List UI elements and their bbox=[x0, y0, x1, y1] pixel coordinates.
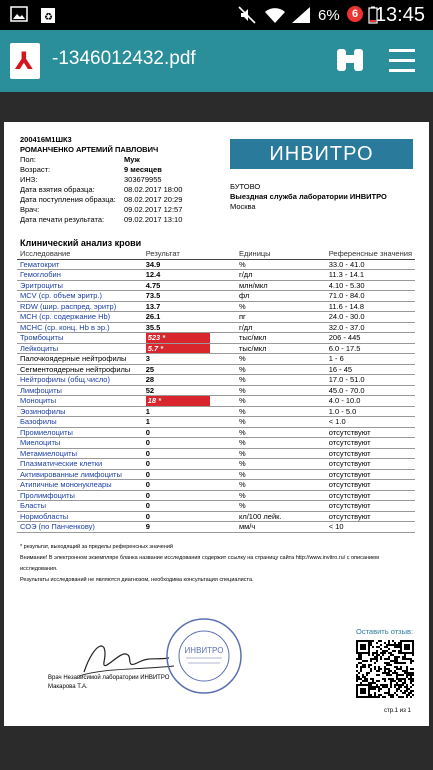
patient-header bbox=[20, 135, 182, 225]
test-name: Моноциты bbox=[17, 396, 143, 407]
test-reference: отсутствуют bbox=[326, 438, 415, 449]
test-reference: отсутствуют bbox=[326, 511, 415, 522]
test-result: 0 bbox=[143, 448, 236, 459]
test-unit: % bbox=[236, 448, 326, 459]
test-result: 35.5 bbox=[143, 322, 236, 333]
patient-field-value: 08.02.2017 18:00 bbox=[124, 185, 183, 194]
patient-field bbox=[20, 175, 182, 185]
footnote-disclaimer: Результаты исследований не являются диагнозом, необходима консультация специалиста. bbox=[20, 577, 254, 583]
test-result: 1 bbox=[143, 417, 236, 428]
table-row bbox=[17, 301, 415, 312]
test-unit: % bbox=[236, 375, 326, 386]
test-name: Сегментоядерные нейтрофилы bbox=[17, 364, 143, 375]
test-name: Промиелоциты bbox=[17, 427, 143, 438]
table-row bbox=[17, 385, 415, 396]
test-name: MCH (ср. содержание Hb) bbox=[17, 312, 143, 323]
test-reference: отсутствуют bbox=[326, 490, 415, 501]
test-result: 0 bbox=[143, 511, 236, 522]
test-result: 4.75 bbox=[143, 280, 236, 291]
test-result: 28 bbox=[143, 375, 236, 386]
test-unit: % bbox=[236, 385, 326, 396]
test-result: 52 bbox=[143, 385, 236, 396]
test-reference: 11.6 - 14.8 bbox=[326, 301, 415, 312]
test-name: СОЭ (по Панченкову) bbox=[17, 522, 143, 533]
test-name: MCHC (ср. конц. Hb в эр.) bbox=[17, 322, 143, 333]
test-unit: % bbox=[236, 259, 326, 270]
notification-badge: 6 bbox=[347, 6, 363, 22]
patient-field bbox=[20, 165, 182, 175]
test-unit: кл/100 лейк. bbox=[236, 511, 326, 522]
test-reference: отсутствуют bbox=[326, 459, 415, 470]
table-row bbox=[17, 280, 415, 291]
patient-field bbox=[20, 195, 182, 205]
signal-icon bbox=[291, 6, 311, 27]
test-result: 13.7 bbox=[143, 301, 236, 312]
table-row bbox=[17, 469, 415, 480]
test-result: 1 bbox=[143, 406, 236, 417]
test-result: 12.4 bbox=[143, 270, 236, 281]
test-reference: 6.0 - 17.5 bbox=[326, 343, 415, 354]
clock: 13:45 bbox=[374, 4, 425, 26]
test-result: 0 bbox=[143, 438, 236, 449]
table-row bbox=[17, 343, 415, 354]
signer-name: Макарова Т.А. bbox=[48, 684, 88, 690]
patient-field-label: Возраст: bbox=[20, 165, 51, 174]
test-result: 25 bbox=[143, 364, 236, 375]
patient-field-value: 08.02.2017 20:29 bbox=[124, 195, 183, 204]
menu-icon[interactable] bbox=[389, 49, 415, 79]
col-header-reference: Референсные значения bbox=[326, 249, 415, 259]
test-unit: % bbox=[236, 469, 326, 480]
test-name: Нейтрофилы (общ.число) bbox=[17, 375, 143, 386]
abnormal-result-flag: 18 * bbox=[146, 396, 210, 406]
footnote-asterisk: * результат, выходящий за пределы референсных значений bbox=[20, 544, 173, 550]
test-reference: 17.0 - 51.0 bbox=[326, 375, 415, 386]
patient-field-label: Дата поступления образца: bbox=[20, 195, 116, 204]
test-reference: 206 - 445 bbox=[326, 333, 415, 344]
image-icon bbox=[10, 6, 28, 25]
test-reference: 4.10 - 5.30 bbox=[326, 280, 415, 291]
lab-line-1: БУТОВО bbox=[230, 182, 261, 191]
test-result: 0 bbox=[143, 501, 236, 512]
patient-field-value: Муж bbox=[124, 155, 140, 164]
test-unit: % bbox=[236, 427, 326, 438]
test-reference: < 1.0 bbox=[326, 417, 415, 428]
test-result-cell bbox=[143, 343, 236, 354]
test-unit: % bbox=[236, 501, 326, 512]
test-result: 26.1 bbox=[143, 312, 236, 323]
section-title: Клинический анализ крови bbox=[20, 238, 142, 248]
pdf-page bbox=[4, 122, 429, 726]
test-result: 0 bbox=[143, 480, 236, 491]
table-row bbox=[17, 364, 415, 375]
test-result: 0 bbox=[143, 459, 236, 470]
test-name: Метамиелоциты bbox=[17, 448, 143, 459]
signer-info bbox=[48, 674, 169, 692]
test-unit: % bbox=[236, 364, 326, 375]
test-reference: 1 - 6 bbox=[326, 354, 415, 365]
test-name: MCV (ср. объем эритр.) bbox=[17, 291, 143, 302]
test-result: 0 bbox=[143, 427, 236, 438]
test-name: Палочкоядерные нейтрофилы bbox=[17, 354, 143, 365]
test-name: Эритроциты bbox=[17, 280, 143, 291]
test-name: Гемоглобин bbox=[17, 270, 143, 281]
test-name: Нормобласты bbox=[17, 511, 143, 522]
test-reference: отсутствуют bbox=[326, 448, 415, 459]
qr-code[interactable] bbox=[356, 640, 414, 698]
test-reference: 33.0 - 41.0 bbox=[326, 259, 415, 270]
app-bar bbox=[0, 30, 433, 92]
test-name: Эозинофилы bbox=[17, 406, 143, 417]
test-result-cell bbox=[143, 333, 236, 344]
test-reference: 4.0 - 10.0 bbox=[326, 396, 415, 407]
invitro-logo: ИНВИТРО bbox=[230, 139, 413, 169]
test-unit: тыс/мкл bbox=[236, 343, 326, 354]
table-row bbox=[17, 448, 415, 459]
lab-info bbox=[230, 182, 387, 212]
test-unit: г/дл bbox=[236, 270, 326, 281]
abnormal-result-flag: 523 * bbox=[146, 333, 210, 343]
patient-field-value: 09.02.2017 13:10 bbox=[124, 215, 183, 224]
test-name: Тромбоциты bbox=[17, 333, 143, 344]
status-bar bbox=[0, 0, 433, 30]
test-name: Миелоциты bbox=[17, 438, 143, 449]
feedback-label: Оставить отзыв: bbox=[356, 627, 414, 636]
table-row bbox=[17, 522, 415, 533]
test-unit: % bbox=[236, 406, 326, 417]
svg-text:♻: ♻ bbox=[44, 12, 53, 23]
test-unit: пг bbox=[236, 312, 326, 323]
patient-field bbox=[20, 185, 182, 195]
table-row bbox=[17, 406, 415, 417]
test-reference: отсутствуют bbox=[326, 480, 415, 491]
test-unit: % bbox=[236, 459, 326, 470]
test-unit: % bbox=[236, 417, 326, 428]
patient-field-label: Дата печати результата: bbox=[20, 215, 105, 224]
battery-percent: 6% bbox=[318, 7, 340, 24]
test-reference: 1.0 - 5.0 bbox=[326, 406, 415, 417]
test-name: Пролимфоциты bbox=[17, 490, 143, 501]
test-result: 73.5 bbox=[143, 291, 236, 302]
patient-field-label: Пол: bbox=[20, 155, 36, 164]
patient-field bbox=[20, 205, 182, 215]
test-unit: % bbox=[236, 396, 326, 407]
table-row bbox=[17, 459, 415, 470]
test-unit: г/дл bbox=[236, 322, 326, 333]
table-row bbox=[17, 501, 415, 512]
table-row bbox=[17, 438, 415, 449]
table-row bbox=[17, 312, 415, 323]
table-row bbox=[17, 270, 415, 281]
results-table bbox=[17, 249, 415, 533]
patient-field bbox=[20, 215, 182, 225]
test-name: Лимфоциты bbox=[17, 385, 143, 396]
patient-field-label: Врач: bbox=[20, 205, 40, 214]
test-unit: млн/мкл bbox=[236, 280, 326, 291]
col-header-result: Результат bbox=[143, 249, 236, 259]
mute-icon bbox=[238, 6, 256, 27]
table-row bbox=[17, 291, 415, 302]
test-unit: % bbox=[236, 490, 326, 501]
table-header-row bbox=[17, 249, 415, 259]
lab-stamp bbox=[164, 616, 244, 696]
test-reference: 16 - 45 bbox=[326, 364, 415, 375]
signer-position: Врач Независимой лаборатории ИНВИТРО bbox=[48, 675, 170, 681]
test-reference: отсутствуют bbox=[326, 469, 415, 480]
test-name: Плазматические клетки bbox=[17, 459, 143, 470]
test-reference: 32.0 - 37.0 bbox=[326, 322, 415, 333]
patient-field-value: 9 месяцев bbox=[124, 165, 162, 174]
test-result: 34.9 bbox=[143, 259, 236, 270]
lab-line-2: Выездная служба лаборатории ИНВИТРО bbox=[230, 192, 387, 201]
table-row bbox=[17, 490, 415, 501]
test-name: Гематокрит bbox=[17, 259, 143, 270]
test-reference: 71.0 - 84.0 bbox=[326, 291, 415, 302]
test-name: Активированные лимфоциты bbox=[17, 469, 143, 480]
test-unit: тыс/мкл bbox=[236, 333, 326, 344]
test-result-cell bbox=[143, 396, 236, 407]
patient-name: РОМАНЧЕНКО АРТЕМИЙ ПАВЛОВИЧ bbox=[20, 145, 159, 154]
patient-field-value: 303679955 bbox=[124, 175, 162, 184]
test-name: Атипичные мононуклеары bbox=[17, 480, 143, 491]
test-result: 0 bbox=[143, 469, 236, 480]
test-name: Бласты bbox=[17, 501, 143, 512]
table-row bbox=[17, 354, 415, 365]
test-reference: 24.0 - 30.0 bbox=[326, 312, 415, 323]
test-unit: % bbox=[236, 480, 326, 491]
stamp-text: ИНВИТРО bbox=[184, 646, 224, 655]
table-row bbox=[17, 417, 415, 428]
lab-line-3: Москва bbox=[230, 202, 256, 211]
test-unit: % bbox=[236, 301, 326, 312]
test-result: 9 bbox=[143, 522, 236, 533]
test-unit: фл bbox=[236, 291, 326, 302]
table-row bbox=[17, 427, 415, 438]
abnormal-result-flag: 5.7 * bbox=[146, 344, 210, 354]
footnote-link: Внимание! В электронном экземпляре бланка название исследования содержит ссылку на страницу сайта http://www.invitro.ru/ с описанием исследования. bbox=[20, 555, 379, 572]
binoculars-icon[interactable] bbox=[334, 46, 366, 76]
table-row bbox=[17, 259, 415, 270]
col-header-units: Единицы bbox=[236, 249, 326, 259]
table-row bbox=[17, 322, 415, 333]
test-reference: 11.3 - 14.1 bbox=[326, 270, 415, 281]
test-reference: < 10 bbox=[326, 522, 415, 533]
test-name: RDW (шир. распред. эритр) bbox=[17, 301, 143, 312]
table-row bbox=[17, 480, 415, 491]
table-row bbox=[17, 396, 415, 407]
table-row bbox=[17, 511, 415, 522]
test-unit: % bbox=[236, 354, 326, 365]
page-number: стр.1 из 1 bbox=[384, 708, 411, 714]
patient-id: 200416М1ШК3 bbox=[20, 135, 72, 144]
patient-field-label: ИНЗ: bbox=[20, 175, 38, 184]
test-name: Базофилы bbox=[17, 417, 143, 428]
pdf-icon: ⅄ bbox=[10, 43, 40, 79]
table-row bbox=[17, 375, 415, 386]
footnotes bbox=[20, 542, 415, 586]
wifi-icon bbox=[264, 6, 286, 27]
patient-field bbox=[20, 155, 182, 165]
patient-field-value: 09.02.2017 12:57 bbox=[124, 205, 183, 214]
test-reference: отсутствуют bbox=[326, 501, 415, 512]
test-reference: отсутствуют bbox=[326, 427, 415, 438]
recycle-icon bbox=[40, 6, 56, 27]
test-name: Лейкоциты bbox=[17, 343, 143, 354]
document-title: -1346012432.pdf bbox=[52, 48, 196, 69]
test-unit: мм/ч bbox=[236, 522, 326, 533]
test-reference: 45.0 - 70.0 bbox=[326, 385, 415, 396]
patient-field-label: Дата взятия образца: bbox=[20, 185, 95, 194]
test-result: 3 bbox=[143, 354, 236, 365]
table-row bbox=[17, 333, 415, 344]
test-unit: % bbox=[236, 438, 326, 449]
test-result: 0 bbox=[143, 490, 236, 501]
col-header-test: Исследование bbox=[17, 249, 143, 259]
